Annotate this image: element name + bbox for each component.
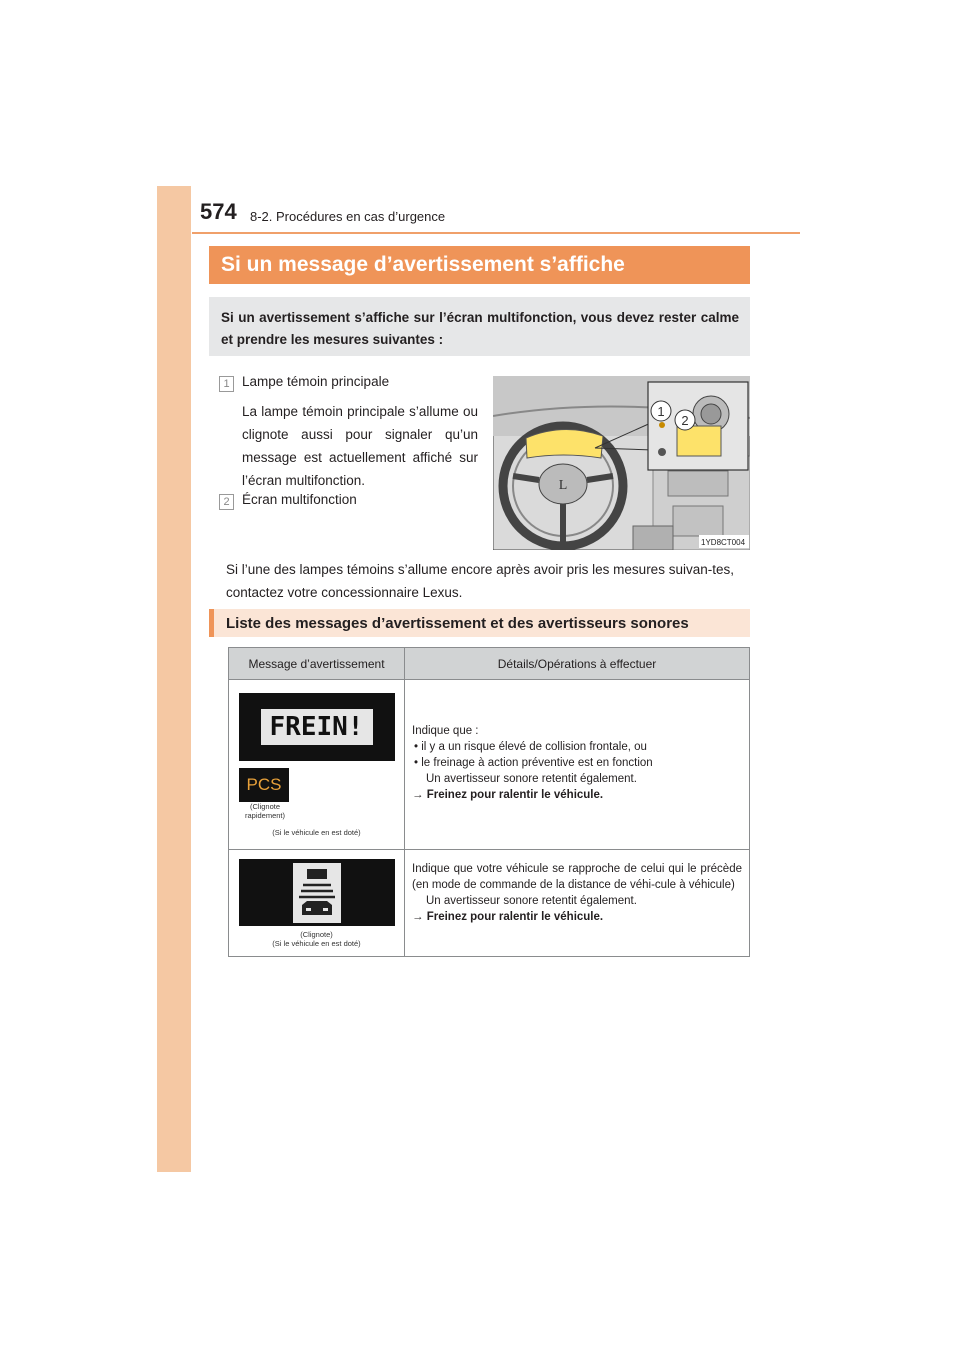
action-text: Freinez pour ralentir le véhicule. <box>426 911 604 923</box>
side-tab <box>157 186 191 1172</box>
svg-text:L: L <box>558 478 568 493</box>
table-row <box>229 680 750 850</box>
flash-caption-line-2: rapidement) <box>244 811 286 820</box>
arrow-icon: → <box>412 789 424 801</box>
header-rule <box>192 232 800 234</box>
multi-display-screen <box>239 693 395 761</box>
buzzer-note: Un avertisseur sonore retentit également. <box>426 773 637 785</box>
multi-display-screen <box>239 859 395 926</box>
item-description-1: La lampe témoin principale s’allume ou clignote aussi pour signaler qu’un message est actuellement affiché sur l’écran multifonction. <box>242 404 478 488</box>
details-cell <box>405 680 750 850</box>
subsection-title: Liste des messages d’avertissement et des avertisseurs sonores <box>209 609 750 637</box>
equipped-caption: (Si le véhicule en est doté) <box>272 939 361 948</box>
list-item: • il y a un risque élevé de collision frontale, ou <box>414 741 647 753</box>
note-paragraph: Si l’une des lampes témoins s’allume encore après avoir pris les mesures suivan-tes, contactez votre concessionnaire Lexus. <box>226 562 734 600</box>
flash-caption: (Clignote) <box>300 930 333 939</box>
details-text: Indique que votre véhicule se rapproche de celui qui le précède (en mode de commande de la distance de véhi-cule à véhicule) <box>412 863 742 891</box>
chapter-title: 8-2. Procédures en cas d’urgence <box>250 209 446 224</box>
equipped-caption: (Si le véhicule en est doté) <box>272 828 361 837</box>
table-header-row <box>229 648 750 680</box>
details-intro: Indique que : <box>412 725 479 737</box>
item-title-2: Écran multifonction <box>242 492 357 507</box>
dashboard-illustration <box>493 376 750 550</box>
message-cell <box>229 850 405 957</box>
section-title: Si un message d’avertissement s’affiche <box>209 246 750 284</box>
action-line <box>412 787 742 803</box>
warning-messages-table <box>228 647 750 957</box>
item-number-1: 1 <box>219 376 234 392</box>
details-cell <box>405 850 750 957</box>
pcs-warning-icon: PCS <box>239 768 289 802</box>
message-cell <box>229 680 405 850</box>
item-number-2: 2 <box>219 494 234 510</box>
arrow-icon: → <box>412 911 424 923</box>
flash-caption <box>230 802 300 820</box>
bullet-text: le freinage à action préventive est en fonction <box>421 757 653 769</box>
item-title-1: Lampe témoin principale <box>242 374 390 389</box>
buzzer-note: Un avertisseur sonore retentit également. <box>426 895 637 907</box>
page-number: 574 <box>200 199 237 224</box>
list-item: • le freinage à action préventive est en fonction <box>414 757 653 769</box>
action-line <box>412 909 742 925</box>
vehicle-approach-icon <box>293 863 341 923</box>
action-text: Freinez pour ralentir le véhicule. <box>426 789 604 801</box>
bullet-text: il y a un risque élevé de collision frontale, ou <box>421 741 647 753</box>
figure-code: 1YD8CT004 <box>701 538 746 547</box>
column-header-details: Détails/Opérations à effectuer <box>405 648 750 680</box>
brake-warning-message: FREIN! <box>261 709 373 745</box>
flash-caption-line-1: (Clignote <box>249 802 280 811</box>
callout-2: 2 <box>681 413 689 428</box>
section-intro: Si un avertissement s’affiche sur l’écran multifonction, vous devez rester calme et prendre les mesures suivantes : <box>209 297 750 356</box>
table-row <box>229 850 750 957</box>
callout-1: 1 <box>657 404 665 419</box>
column-header-message: Message d’avertissement <box>229 648 405 680</box>
